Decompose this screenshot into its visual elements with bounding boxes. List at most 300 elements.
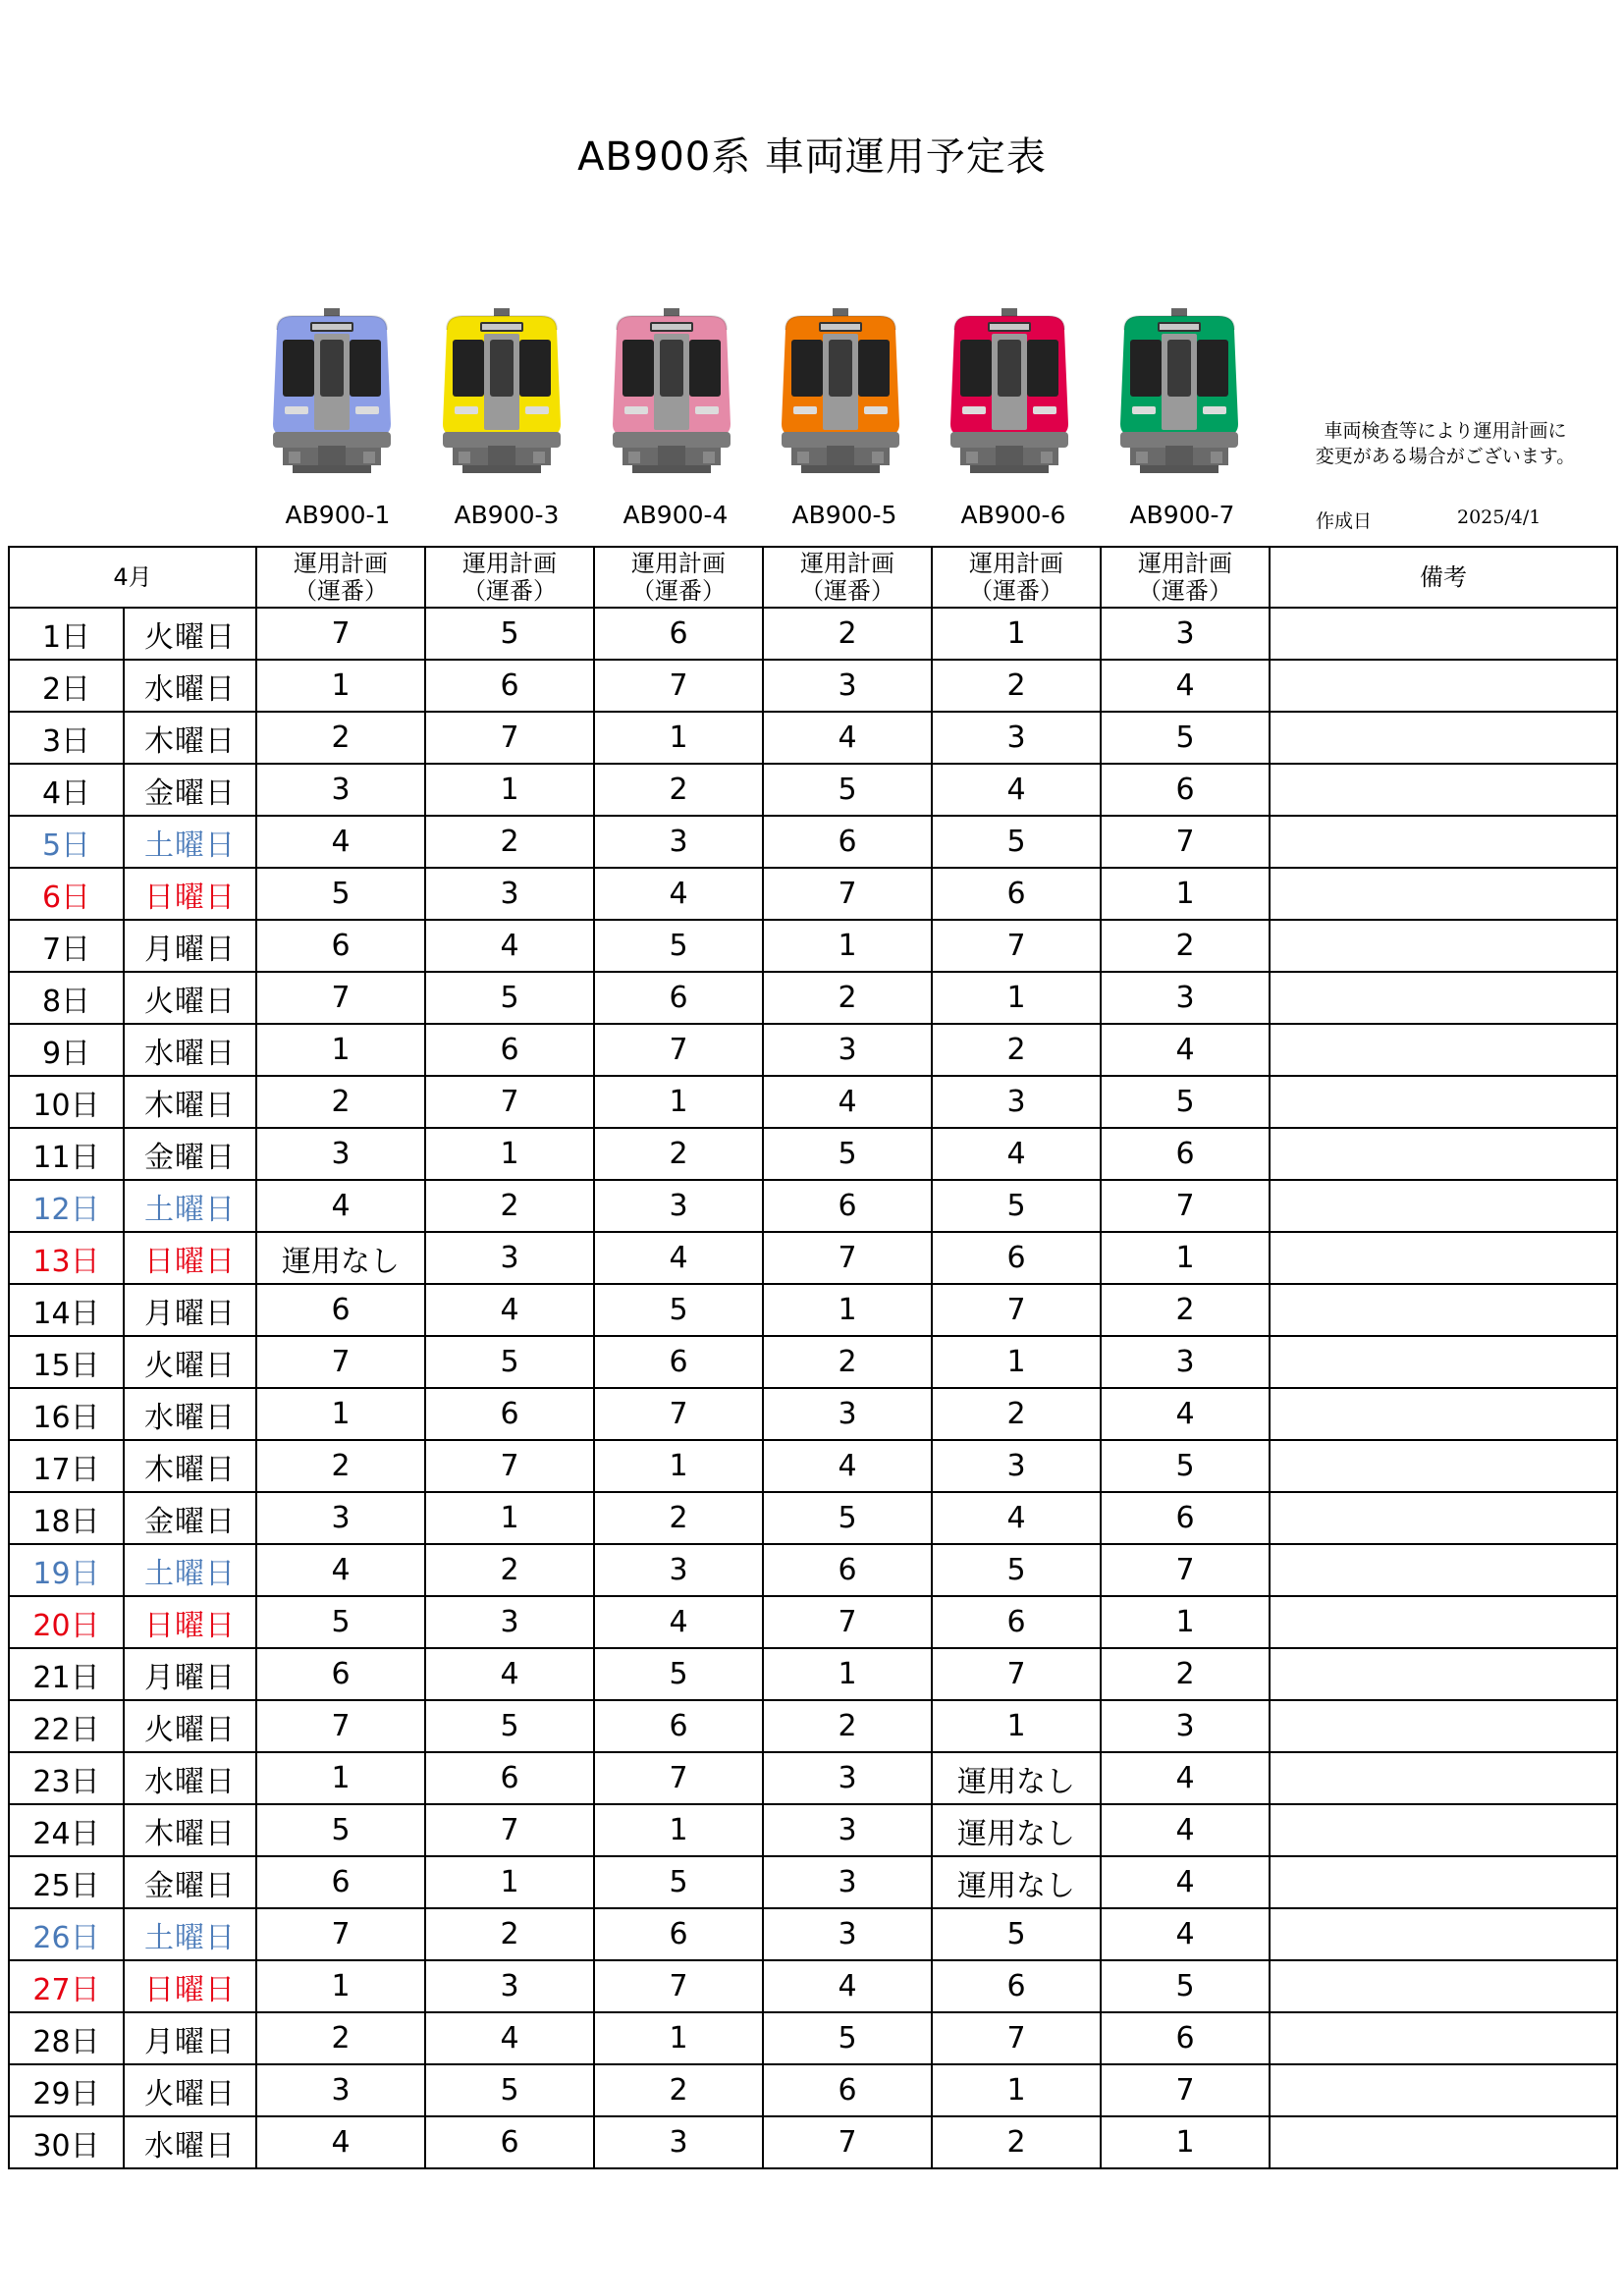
table-row: [9, 1960, 1617, 2012]
plan-cell: 4: [763, 712, 932, 764]
plan-cell: 5: [425, 2064, 594, 2116]
plan-cell: 7: [1101, 816, 1270, 868]
plan-cell: 1: [932, 972, 1101, 1024]
plan-cell: 4: [256, 1180, 425, 1232]
plan-cell: 1: [425, 1128, 594, 1180]
plan-cell: 1: [763, 920, 932, 972]
plan-cell: 7: [256, 1336, 425, 1388]
plan-cell: 1: [594, 1440, 763, 1492]
plan-cell: 1: [256, 1388, 425, 1440]
plan-cell: 6: [425, 2116, 594, 2168]
plan-cell: 3: [594, 1180, 763, 1232]
plan-cell: 4: [594, 1596, 763, 1648]
day-cell: 25日: [9, 1856, 124, 1908]
plan-cell: 7: [594, 1960, 763, 2012]
weekday-cell: 月曜日: [124, 1284, 256, 1336]
plan-cell: 6: [256, 1856, 425, 1908]
day-cell: 28日: [9, 2012, 124, 2064]
weekday-cell: 水曜日: [124, 1388, 256, 1440]
plan-cell: 運用なし: [256, 1232, 425, 1284]
table-row: [9, 1596, 1617, 1648]
plan-cell: 2: [256, 1440, 425, 1492]
day-cell: 14日: [9, 1284, 124, 1336]
plan-cell: 2: [256, 2012, 425, 2064]
plan-cell: 4: [256, 1544, 425, 1596]
plan-cell: 1: [256, 1024, 425, 1076]
remarks-cell: [1270, 816, 1617, 868]
plan-cell: 5: [763, 764, 932, 816]
plan-header-line-1: 運用計画: [800, 550, 894, 577]
plan-header-line-2: （運番）: [800, 577, 894, 605]
plan-cell: 1: [594, 712, 763, 764]
plan-cell: 7: [932, 2012, 1101, 2064]
plan-cell: 5: [256, 1596, 425, 1648]
weekday-cell: 木曜日: [124, 1804, 256, 1856]
plan-cell: 7: [932, 1284, 1101, 1336]
table-row: [9, 712, 1617, 764]
plan-cell: 6: [594, 608, 763, 660]
plan-cell: 1: [594, 1804, 763, 1856]
train-image-ab900-4: [603, 308, 740, 487]
day-cell: 11日: [9, 1128, 124, 1180]
plan-cell: 2: [932, 2116, 1101, 2168]
plan-cell: 7: [763, 2116, 932, 2168]
table-row: [9, 1804, 1617, 1856]
plan-cell: 3: [256, 1492, 425, 1544]
car-label: AB900-5: [791, 501, 897, 529]
table-row: [9, 608, 1617, 660]
month-header: 4月: [9, 547, 256, 608]
plan-cell: 6: [1101, 1128, 1270, 1180]
car-label: AB900-1: [285, 501, 391, 529]
weekday-cell: 金曜日: [124, 1128, 256, 1180]
car-label: AB900-3: [454, 501, 560, 529]
plan-cell: 1: [763, 1648, 932, 1700]
table-row: [9, 1180, 1617, 1232]
table-row: [9, 920, 1617, 972]
plan-cell: 2: [932, 1024, 1101, 1076]
day-cell: 21日: [9, 1648, 124, 1700]
plan-cell: 4: [763, 1960, 932, 2012]
plan-cell: 7: [932, 1648, 1101, 1700]
day-cell: 5日: [9, 816, 124, 868]
plan-cell: 4: [1101, 1388, 1270, 1440]
plan-column-header: [763, 547, 932, 608]
plan-header-line-2: （運番）: [462, 577, 557, 605]
remarks-cell: [1270, 1648, 1617, 1700]
table-row: [9, 1128, 1617, 1180]
plan-cell: 3: [763, 660, 932, 712]
plan-cell: 5: [932, 1180, 1101, 1232]
plan-cell: 6: [425, 660, 594, 712]
plan-cell: 4: [763, 1440, 932, 1492]
plan-cell: 6: [932, 1232, 1101, 1284]
remarks-cell: [1270, 1700, 1617, 1752]
plan-cell: 6: [932, 1596, 1101, 1648]
weekday-cell: 日曜日: [124, 868, 256, 920]
car-label: AB900-7: [1129, 501, 1235, 529]
day-cell: 8日: [9, 972, 124, 1024]
plan-cell: 5: [1101, 1076, 1270, 1128]
plan-cell: 6: [763, 1180, 932, 1232]
train-image-ab900-7: [1110, 308, 1248, 487]
remarks-cell: [1270, 2012, 1617, 2064]
plan-cell: 7: [256, 1908, 425, 1960]
plan-cell: 2: [1101, 1284, 1270, 1336]
plan-cell: 2: [763, 608, 932, 660]
day-cell: 20日: [9, 1596, 124, 1648]
plan-cell: 6: [256, 1284, 425, 1336]
remarks-cell: [1270, 1024, 1617, 1076]
day-cell: 3日: [9, 712, 124, 764]
weekday-cell: 日曜日: [124, 1232, 256, 1284]
plan-cell: 7: [763, 1232, 932, 1284]
remarks-cell: [1270, 1284, 1617, 1336]
plan-cell: 3: [256, 764, 425, 816]
table-row: [9, 816, 1617, 868]
plan-cell: 3: [932, 1076, 1101, 1128]
plan-cell: 6: [763, 1544, 932, 1596]
remarks-cell: [1270, 1388, 1617, 1440]
plan-cell: 1: [256, 1960, 425, 2012]
day-cell: 10日: [9, 1076, 124, 1128]
plan-cell: 3: [763, 1388, 932, 1440]
table-row: [9, 2064, 1617, 2116]
plan-cell: 1: [594, 2012, 763, 2064]
plan-cell: 4: [932, 1128, 1101, 1180]
plan-cell: 5: [763, 2012, 932, 2064]
remarks-cell: [1270, 868, 1617, 920]
day-cell: 16日: [9, 1388, 124, 1440]
plan-cell: 7: [256, 1700, 425, 1752]
table-row: [9, 1492, 1617, 1544]
weekday-cell: 火曜日: [124, 2064, 256, 2116]
plan-cell: 2: [425, 1180, 594, 1232]
plan-cell: 3: [1101, 608, 1270, 660]
remarks-cell: [1270, 764, 1617, 816]
plan-cell: 5: [425, 972, 594, 1024]
plan-cell: 4: [1101, 660, 1270, 712]
weekday-cell: 木曜日: [124, 1440, 256, 1492]
day-cell: 27日: [9, 1960, 124, 2012]
plan-cell: 7: [763, 1596, 932, 1648]
plan-cell: 3: [425, 1596, 594, 1648]
train-image-ab900-3: [433, 308, 570, 487]
plan-cell: 4: [594, 1232, 763, 1284]
plan-cell: 1: [1101, 868, 1270, 920]
notice-line-1: 車両検査等により運用計画に: [1324, 420, 1567, 442]
plan-cell: 5: [256, 868, 425, 920]
day-cell: 26日: [9, 1908, 124, 1960]
remarks-header: 備考: [1270, 547, 1617, 608]
train-image-ab900-5: [772, 308, 909, 487]
plan-cell: 6: [594, 1908, 763, 1960]
plan-cell: 3: [425, 868, 594, 920]
table-row: [9, 660, 1617, 712]
plan-cell: 7: [932, 920, 1101, 972]
weekday-cell: 水曜日: [124, 2116, 256, 2168]
plan-cell: 6: [1101, 1492, 1270, 1544]
plan-cell: 2: [256, 712, 425, 764]
table-row: [9, 1752, 1617, 1804]
plan-cell: 1: [932, 2064, 1101, 2116]
day-cell: 19日: [9, 1544, 124, 1596]
plan-cell: 3: [932, 712, 1101, 764]
weekday-cell: 日曜日: [124, 1960, 256, 2012]
plan-cell: 4: [1101, 1908, 1270, 1960]
weekday-cell: 土曜日: [124, 816, 256, 868]
plan-cell: 2: [425, 816, 594, 868]
plan-cell: 運用なし: [932, 1752, 1101, 1804]
plan-cell: 2: [763, 1336, 932, 1388]
plan-column-header: [594, 547, 763, 608]
plan-cell: 2: [594, 1128, 763, 1180]
plan-cell: 2: [932, 1388, 1101, 1440]
plan-header-line-1: 運用計画: [294, 550, 388, 577]
remarks-cell: [1270, 1544, 1617, 1596]
day-cell: 7日: [9, 920, 124, 972]
plan-cell: 4: [425, 2012, 594, 2064]
plan-header-line-2: （運番）: [969, 577, 1063, 605]
remarks-cell: [1270, 1128, 1617, 1180]
plan-cell: 3: [1101, 1336, 1270, 1388]
weekday-cell: 火曜日: [124, 608, 256, 660]
day-cell: 6日: [9, 868, 124, 920]
plan-cell: 1: [1101, 2116, 1270, 2168]
remarks-cell: [1270, 1856, 1617, 1908]
created-date: 2025/4/1: [1457, 507, 1542, 528]
table-row: [9, 1908, 1617, 1960]
plan-cell: 2: [594, 2064, 763, 2116]
day-cell: 22日: [9, 1700, 124, 1752]
day-cell: 29日: [9, 2064, 124, 2116]
plan-cell: 3: [594, 2116, 763, 2168]
weekday-cell: 木曜日: [124, 712, 256, 764]
plan-cell: 4: [932, 1492, 1101, 1544]
weekday-cell: 月曜日: [124, 920, 256, 972]
weekday-cell: 土曜日: [124, 1908, 256, 1960]
plan-cell: 1: [256, 1752, 425, 1804]
plan-cell: 4: [1101, 1804, 1270, 1856]
plan-cell: 2: [763, 1700, 932, 1752]
car-label: AB900-4: [623, 501, 729, 529]
plan-header-line-1: 運用計画: [462, 550, 557, 577]
plan-cell: 1: [425, 1492, 594, 1544]
plan-cell: 6: [1101, 764, 1270, 816]
table-row: [9, 1284, 1617, 1336]
weekday-cell: 月曜日: [124, 1648, 256, 1700]
plan-cell: 4: [932, 764, 1101, 816]
plan-cell: 6: [256, 1648, 425, 1700]
table-row: [9, 1700, 1617, 1752]
table-row: [9, 764, 1617, 816]
plan-cell: 7: [1101, 1544, 1270, 1596]
remarks-cell: [1270, 1440, 1617, 1492]
plan-cell: 5: [932, 816, 1101, 868]
table-header-row: [9, 547, 1617, 608]
plan-cell: 3: [594, 1544, 763, 1596]
plan-cell: 6: [1101, 2012, 1270, 2064]
plan-cell: 1: [425, 764, 594, 816]
remarks-cell: [1270, 1232, 1617, 1284]
plan-cell: 7: [1101, 2064, 1270, 2116]
remarks-cell: [1270, 1752, 1617, 1804]
table-row: [9, 2012, 1617, 2064]
plan-cell: 7: [425, 712, 594, 764]
plan-cell: 5: [932, 1544, 1101, 1596]
plan-header-line-2: （運番）: [1138, 577, 1232, 605]
plan-cell: 3: [1101, 972, 1270, 1024]
weekday-cell: 土曜日: [124, 1544, 256, 1596]
plan-cell: 3: [763, 1752, 932, 1804]
plan-cell: 6: [594, 972, 763, 1024]
plan-cell: 5: [594, 1856, 763, 1908]
plan-header-line-1: 運用計画: [969, 550, 1063, 577]
plan-cell: 4: [425, 1284, 594, 1336]
day-cell: 15日: [9, 1336, 124, 1388]
day-cell: 30日: [9, 2116, 124, 2168]
plan-column-header: [1101, 547, 1270, 608]
day-cell: 17日: [9, 1440, 124, 1492]
plan-cell: 4: [425, 920, 594, 972]
plan-cell: 5: [425, 1700, 594, 1752]
plan-cell: 4: [256, 816, 425, 868]
plan-cell: 6: [594, 1336, 763, 1388]
day-cell: 1日: [9, 608, 124, 660]
plan-cell: 7: [256, 608, 425, 660]
plan-cell: 運用なし: [932, 1856, 1101, 1908]
plan-cell: 3: [256, 2064, 425, 2116]
plan-cell: 2: [932, 660, 1101, 712]
plan-cell: 6: [932, 868, 1101, 920]
table-row: [9, 2116, 1617, 2168]
plan-cell: 3: [1101, 1700, 1270, 1752]
day-cell: 9日: [9, 1024, 124, 1076]
plan-cell: 5: [425, 608, 594, 660]
plan-header-line-1: 運用計画: [631, 550, 726, 577]
plan-cell: 5: [594, 1284, 763, 1336]
plan-cell: 3: [256, 1128, 425, 1180]
table-row: [9, 868, 1617, 920]
day-cell: 12日: [9, 1180, 124, 1232]
plan-cell: 6: [425, 1752, 594, 1804]
remarks-cell: [1270, 2116, 1617, 2168]
remarks-cell: [1270, 1492, 1617, 1544]
plan-cell: 7: [425, 1804, 594, 1856]
table-row: [9, 1648, 1617, 1700]
plan-cell: 4: [1101, 1752, 1270, 1804]
plan-cell: 3: [763, 1908, 932, 1960]
plan-cell: 2: [594, 1492, 763, 1544]
remarks-cell: [1270, 1180, 1617, 1232]
weekday-cell: 火曜日: [124, 1700, 256, 1752]
plan-cell: 6: [425, 1388, 594, 1440]
weekday-cell: 月曜日: [124, 2012, 256, 2064]
plan-cell: 5: [1101, 712, 1270, 764]
plan-cell: 7: [425, 1076, 594, 1128]
plan-cell: 7: [763, 868, 932, 920]
plan-column-header: [425, 547, 594, 608]
remarks-cell: [1270, 712, 1617, 764]
plan-cell: 3: [763, 1024, 932, 1076]
table-row: [9, 1388, 1617, 1440]
plan-cell: 1: [1101, 1596, 1270, 1648]
plan-cell: 6: [763, 2064, 932, 2116]
day-cell: 18日: [9, 1492, 124, 1544]
plan-cell: 2: [425, 1908, 594, 1960]
plan-cell: 1: [932, 608, 1101, 660]
remarks-cell: [1270, 2064, 1617, 2116]
plan-cell: 5: [594, 920, 763, 972]
day-cell: 4日: [9, 764, 124, 816]
day-cell: 13日: [9, 1232, 124, 1284]
remarks-cell: [1270, 1908, 1617, 1960]
plan-cell: 4: [256, 2116, 425, 2168]
table-row: [9, 1232, 1617, 1284]
plan-cell: 7: [594, 1388, 763, 1440]
plan-cell: 5: [594, 1648, 763, 1700]
remarks-cell: [1270, 972, 1617, 1024]
plan-cell: 2: [763, 972, 932, 1024]
day-cell: 24日: [9, 1804, 124, 1856]
schedule-table: [8, 546, 1618, 2169]
plan-cell: 1: [932, 1700, 1101, 1752]
plan-cell: 4: [1101, 1024, 1270, 1076]
plan-cell: 1: [256, 660, 425, 712]
remarks-cell: [1270, 1336, 1617, 1388]
weekday-cell: 水曜日: [124, 1024, 256, 1076]
remarks-cell: [1270, 660, 1617, 712]
weekday-cell: 水曜日: [124, 1752, 256, 1804]
plan-cell: 4: [425, 1648, 594, 1700]
weekday-cell: 日曜日: [124, 1596, 256, 1648]
plan-cell: 3: [425, 1232, 594, 1284]
table-row: [9, 1024, 1617, 1076]
plan-cell: 7: [1101, 1180, 1270, 1232]
plan-cell: 1: [1101, 1232, 1270, 1284]
remarks-cell: [1270, 1076, 1617, 1128]
plan-cell: 7: [594, 1752, 763, 1804]
plan-cell: 5: [1101, 1440, 1270, 1492]
table-row: [9, 1336, 1617, 1388]
car-label: AB900-6: [960, 501, 1066, 529]
plan-cell: 2: [1101, 920, 1270, 972]
table-row: [9, 1856, 1617, 1908]
plan-cell: 6: [425, 1024, 594, 1076]
day-cell: 2日: [9, 660, 124, 712]
plan-cell: 5: [1101, 1960, 1270, 2012]
plan-header-line-1: 運用計画: [1138, 550, 1232, 577]
plan-cell: 3: [594, 816, 763, 868]
plan-cell: 7: [594, 660, 763, 712]
plan-cell: 6: [594, 1700, 763, 1752]
table-row: [9, 1544, 1617, 1596]
weekday-cell: 火曜日: [124, 1336, 256, 1388]
remarks-cell: [1270, 608, 1617, 660]
created-label: 作成日: [1316, 510, 1373, 532]
plan-cell: 7: [594, 1024, 763, 1076]
train-illustrations: [0, 308, 1624, 505]
page-title: AB900系 車両運用予定表: [577, 134, 1047, 180]
plan-cell: 5: [763, 1492, 932, 1544]
weekday-cell: 水曜日: [124, 660, 256, 712]
plan-column-header: [932, 547, 1101, 608]
plan-cell: 2: [594, 764, 763, 816]
plan-cell: 5: [425, 1336, 594, 1388]
plan-cell: 3: [425, 1960, 594, 2012]
weekday-cell: 金曜日: [124, 1856, 256, 1908]
remarks-cell: [1270, 920, 1617, 972]
